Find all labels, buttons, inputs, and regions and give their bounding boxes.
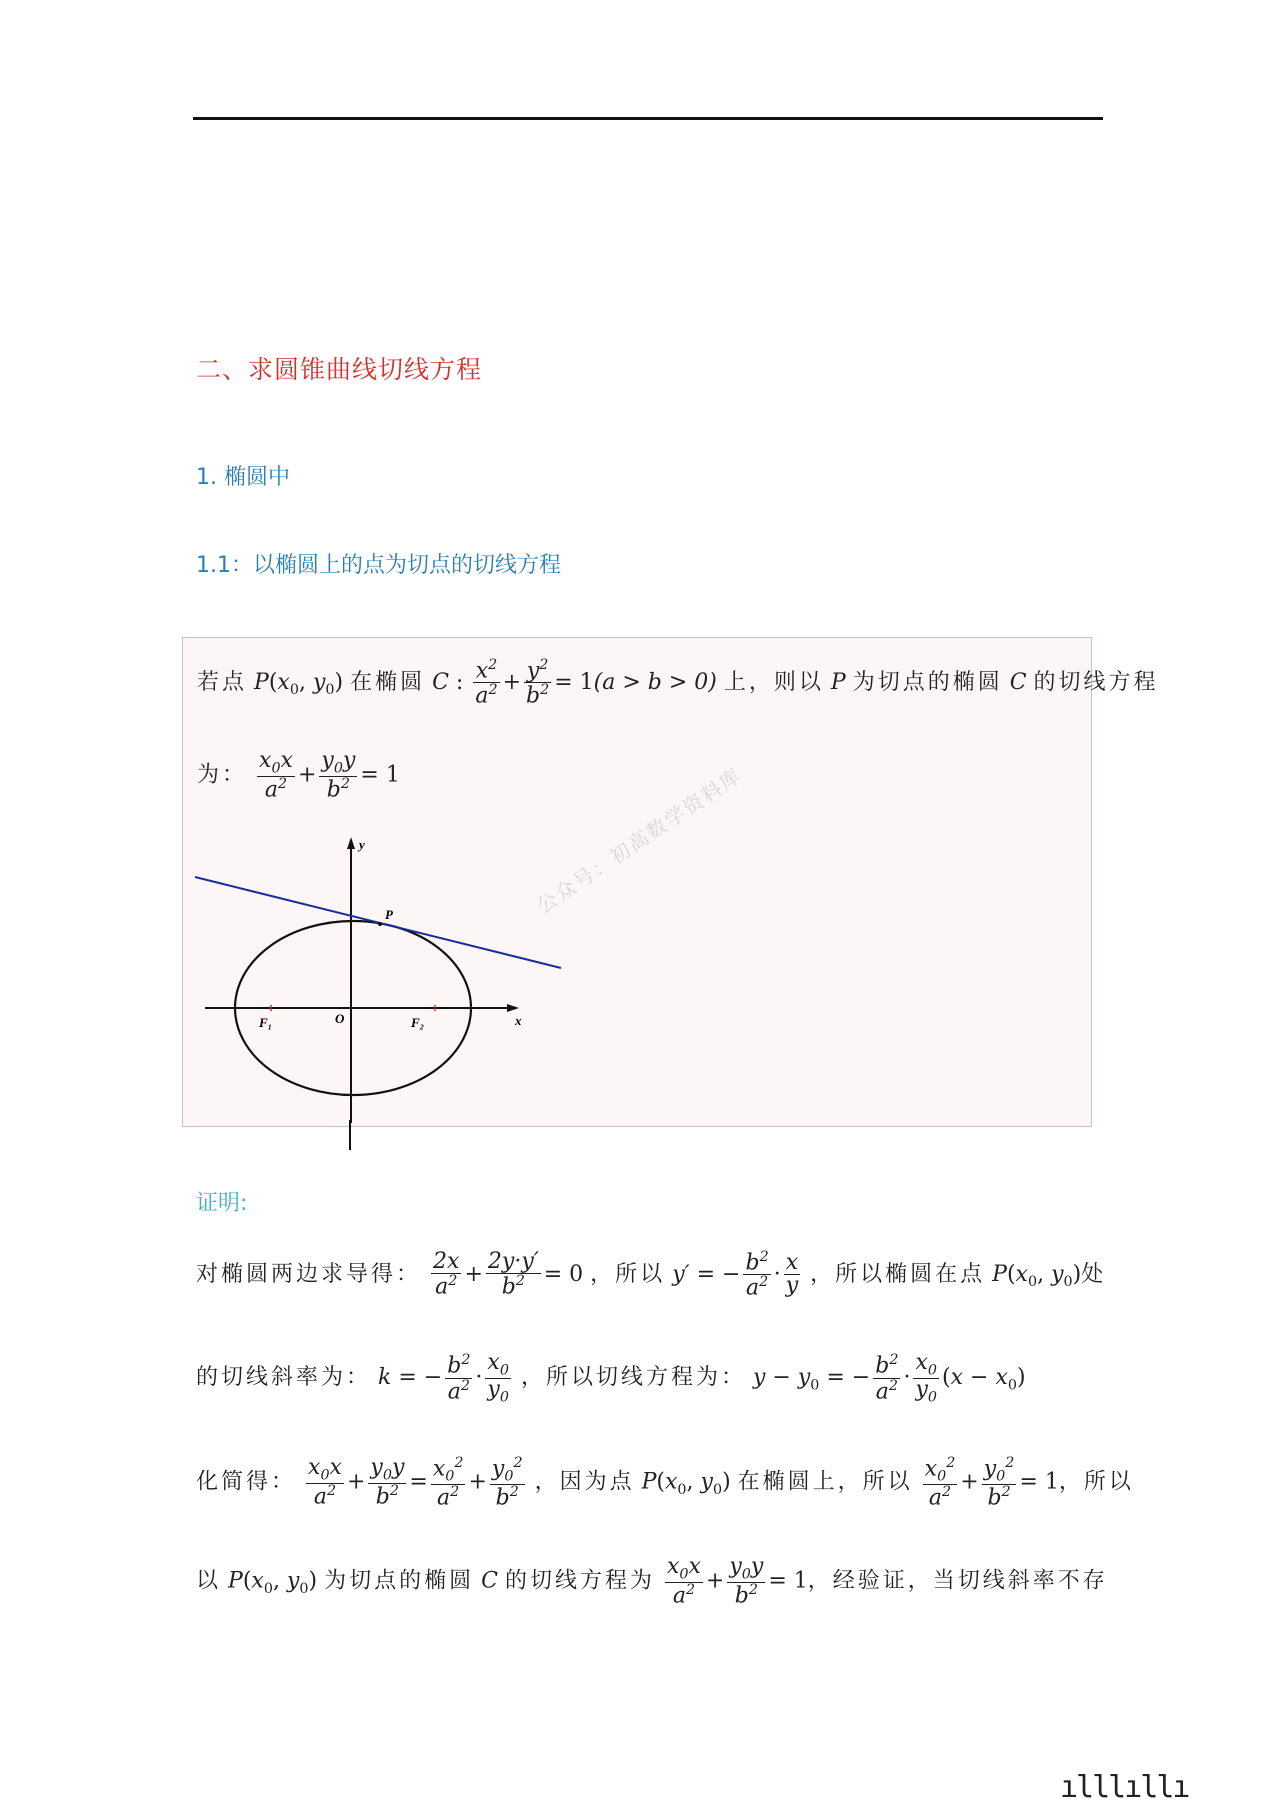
theorem-tail2: 的切线方程 — [1033, 669, 1159, 695]
y-axis-label: y — [359, 837, 365, 852]
proof-line-3: 化简得： $\frac{x_0x}{a^2}$ + $\frac{y_0y}{b^2}$ = $\frac{x_0^2}{a^2}$ + $\frac{y_0^2}{b^2}$ ，因为点 $P(x_0$, $y_0$) 在椭圆上，所以 $\frac{x_0^2}{a^2}$ + $\frac{y_0^2}{b^2}$ = 1，所以 — [196, 1455, 1134, 1511]
watermark: 公众号：初高数学资料库 — [532, 762, 747, 919]
proof-l3b: ，因为点 — [534, 1469, 635, 1495]
theorem-after: 上，则以 — [723, 669, 824, 695]
theorem-in-ellipse: 在椭圆 — [350, 669, 426, 695]
proof-l3c: 在椭圆上，所以 — [737, 1469, 913, 1495]
section-title: 二、求圆锥曲线切线方程 — [196, 355, 483, 384]
theorem-c: C — [1009, 669, 1027, 695]
proof-l2a: 的切线斜率为： — [196, 1365, 372, 1391]
theorem-condition: (a > b > 0) — [593, 669, 717, 695]
proof-l4a: 以 — [196, 1568, 222, 1594]
focus-2-label: F₂ — [411, 1015, 425, 1030]
theorem-tail: 为切点的椭圆 — [852, 669, 1003, 695]
proof-line-2: 的切线斜率为： k = − $\frac{b^2}{a^2}$ · $\frac{x_0}{y_0}$ ，所以切线方程为： $y - y_0$ = − $\frac{b^2}{a^2}$ · $\frac{x_0}{y_0}$ $(x - x_0)$ — [196, 1350, 1026, 1406]
theorem-box — [182, 637, 1159, 1127]
proof-l4b: 为切点的椭圆 — [324, 1568, 475, 1594]
theorem-line-1: 若点 $P(x_0$, $y_0$) 在椭圆 C : $\frac{x^2}{a^2}$ + $\frac{y^2}{b^2}$ = 1(a > b > 0) 上，则以 P 为切点的椭圆 C 的切线方程 — [197, 657, 1159, 709]
proof-line-1: 对椭圆两边求导得： $\frac{2x}{a^2}$ + $\frac{2y\cdot y'}{b^2}$ = 0 ，所以 y′ = − $\frac{b^2}{a^2}$ · $\frac{x}{y}$ ，所以椭圆在点 $P(x_0$, $y_0$)处 — [196, 1249, 1107, 1301]
theorem-p: P — [830, 669, 846, 695]
focus-1-label: F₁ — [259, 1015, 273, 1030]
theorem-line-2: 为： $\frac{x_0x}{a^2}$ + $\frac{y_0y}{b^2}$ = 1 — [197, 748, 400, 803]
proof-l2b: ，所以切线方程为： — [520, 1365, 746, 1391]
theorem-lead: 若点 — [197, 669, 248, 695]
proof-line-4: 以 $P(x_0$, $y_0$) 为切点的椭圆 C 的切线方程为 $\frac{x_0x}{a^2}$ + $\frac{y_0y}{b^2}$ = 1，经验证，当切线斜率不存 — [196, 1554, 1108, 1609]
subsection-ellipse: 1. 椭圆中 — [196, 465, 290, 490]
tangent-line — [195, 877, 561, 968]
y-axis-extension — [349, 1120, 351, 1150]
proof-l4d: ，经验证，当切线斜率不存 — [807, 1568, 1108, 1594]
proof-l3a: 化简得： — [196, 1469, 297, 1495]
proof-l1c: ，所以椭圆在点 — [810, 1261, 986, 1287]
proof-l3d: ，所以 — [1058, 1469, 1134, 1495]
proof-l1a: 对椭圆两边求导得： — [196, 1261, 422, 1287]
x-axis-arrow — [507, 1004, 519, 1012]
proof-l4c: 的切线方程为 — [504, 1568, 655, 1594]
ellipse-figure — [183, 823, 703, 1128]
theorem-wei: 为： — [197, 762, 248, 788]
proof-l1d: 处 — [1081, 1261, 1107, 1287]
corner-mark: ılllıllı — [1060, 1770, 1189, 1805]
subsection-tangent-at-point: 1.1：以椭圆上的点为切点的切线方程 — [196, 553, 561, 578]
proof-l1b: ，所以 — [590, 1261, 666, 1287]
origin-label: O — [335, 1011, 345, 1026]
y-axis-arrow — [347, 837, 355, 849]
point-p-label: P — [385, 907, 393, 922]
x-axis-label: x — [515, 1013, 522, 1028]
proof-label: 证明: — [196, 1191, 248, 1216]
top-rule — [193, 117, 1103, 120]
tangent-point — [378, 922, 382, 926]
